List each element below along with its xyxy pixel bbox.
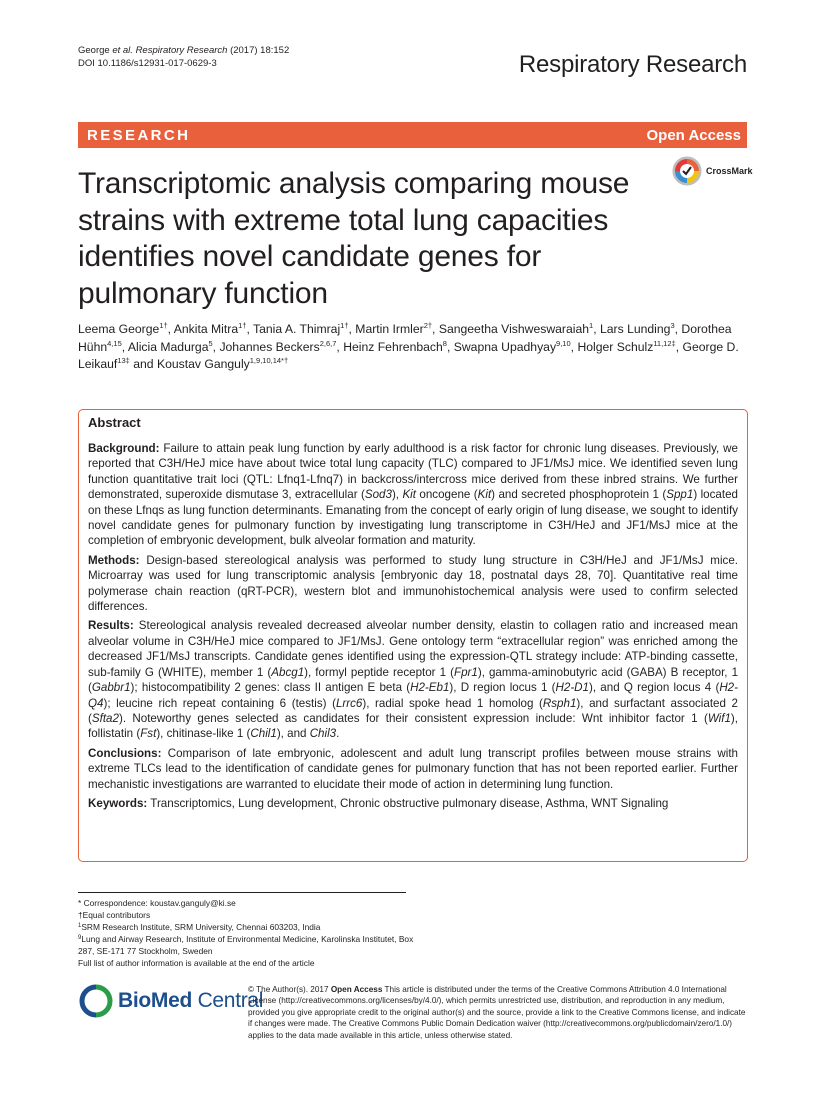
abstract-section-label: Methods: (88, 553, 140, 567)
abstract-text: ), gamma-aminobutyric acid (GABA) B receptor, 1 ( (88, 665, 739, 695)
abstract-text: Transcriptomics, Lung development, Chronic obstructive pulmonary disease, Asthma, WNT Signaling (147, 796, 669, 810)
abstract-text: ), (391, 488, 403, 502)
abstract-text: ), radial spoke head 1 homolog ( (362, 696, 543, 710)
abstract-section (88, 441, 738, 549)
abstract-text: oncogene ( (415, 488, 478, 502)
author-name: Holger Schulz (577, 339, 654, 354)
footnotes (78, 897, 418, 969)
gene-symbol: Abcg1 (271, 665, 305, 679)
author-affiliation-sup: 1† (159, 321, 168, 330)
author-name: Dorothea Hühn (78, 322, 732, 354)
abstract-heading: Abstract (88, 415, 141, 430)
author-affiliation-sup: 9,10 (556, 338, 571, 348)
abstract-section (88, 618, 738, 741)
abstract-section (88, 796, 738, 811)
license-open-access: Open Access (330, 985, 383, 994)
footnote-text: †Equal contributors (78, 910, 151, 920)
footnote-text: Full list of author information is available at the end of the article (78, 958, 315, 968)
abstract-section (88, 553, 738, 615)
abstract-text: ); leucine rich repeat containing 6 (testis) ( (103, 696, 336, 710)
abstract-section-label: Conclusions: (88, 746, 162, 760)
crossmark-icon (672, 156, 702, 186)
footnote (78, 933, 418, 957)
biomed-central-logo[interactable] (78, 984, 263, 1018)
abstract-text: ), and surfactant associated 2 ( (88, 696, 738, 725)
author-affiliation-sup: 1,9,10,14*† (249, 356, 289, 365)
author-affiliation-sup: 13‡ (117, 356, 130, 365)
abstract-text: Failure to attain peak lung function by early adulthood is a risk factor for chronic lung diseases. Previously, we reported that C3H/HeJ mice have about twice total lung capacity (TLC) compared to JF1/MsJ mice. We identified seven lung function quantitative trait loci (QTL: Lfnq1-Lfnq7) in backcross/intercross mice derived from these inbred strains. We further demonstrated, superoxide dismutase 3, extracellular ( (88, 442, 738, 502)
author-name: Ankita Mitra (173, 322, 239, 336)
abstract-text: ) and secreted phosphoprotein 1 ( (491, 488, 667, 502)
gene-symbol: Fpr1 (453, 665, 478, 679)
abstract-text: . (336, 727, 340, 741)
footnote (78, 897, 418, 909)
abstract-text: ), follistatin ( (88, 711, 738, 741)
author-affiliation-sup: 1 (589, 321, 594, 330)
author-affiliation-sup: 5 (208, 338, 213, 348)
author-affiliation-sup: 2† (423, 321, 433, 330)
author-affiliation-sup: 2,6,7 (319, 338, 337, 348)
gene-symbol: Kit (402, 488, 416, 502)
abstract-text: ). Noteworthy genes selected as candidates for their consistent expression include: Wnt inhibitor factor 1 ( (118, 711, 708, 725)
gene-symbol: Chil3 (309, 727, 337, 741)
abstract-body (88, 441, 738, 815)
abstract-text: ), and (276, 727, 310, 741)
biomed-central-wordmark (118, 989, 263, 1013)
gene-symbol: Fst (140, 727, 157, 741)
citation-line (78, 44, 289, 57)
author-name: Swapna Upadhyay (453, 339, 557, 354)
author-name: Martin Irmler (355, 322, 424, 336)
footnote-text: * Correspondence: koustav.ganguly@ki.se (78, 898, 236, 908)
author-affiliation-sup: 3 (670, 321, 675, 330)
author-name: Johannes Beckers (219, 339, 320, 354)
footnote-sup: 9 (78, 935, 82, 941)
abstract-section-label: Keywords: (88, 796, 148, 810)
footnote-text: SRM Research Institute, SRM University, Chennai 603203, India (81, 922, 321, 932)
abstract-section-label: Background: (88, 442, 160, 455)
author-affiliation-sup: 11,12‡ (653, 338, 676, 348)
journal-name: Respiratory Research (518, 51, 747, 78)
footnote (78, 957, 418, 969)
license-body: This article is distributed under the terms of the Creative Commons Attribution 4.0 International License (http://creativecommons.org/licenses/by/4.0/), which permits unrestricted use, distribution, and reproduction in any medium, provided you give appropriate credit to the original author(s) and the source, provide a link to the Creative Commons license, and indicate if changes were made. The Creative Commons Public Domain Dedication waiver (http://creativecommons.org/publicdomain/zero/1.0/) applies to the data made available in this article, unless otherwise stated. (248, 985, 746, 1040)
author-name: Alicia Madurga (127, 339, 209, 354)
footnote (78, 921, 418, 933)
gene-symbol: Spp1 (666, 488, 694, 502)
citation-block (78, 44, 289, 70)
footnote (78, 909, 418, 921)
gene-symbol: H2-Q4 (88, 681, 738, 710)
footnote-sup: 1 (78, 923, 82, 929)
abstract-text: ), and Q region locus 4 ( (589, 681, 720, 695)
open-access-label: Open Access (646, 126, 741, 144)
gene-symbol: Rsph1 (542, 696, 577, 710)
author-name: Lars Lunding (599, 322, 671, 336)
biomed-central-logo-icon (78, 984, 114, 1018)
abstract-box (78, 409, 748, 862)
biomed-word: BioMed (118, 989, 193, 1012)
gene-symbol: Gabbr1 (91, 681, 131, 695)
author-name: George D. Leikauf (78, 339, 739, 371)
license-text (248, 984, 748, 1041)
author-name: Tania A. Thimraj (253, 322, 341, 336)
author-name: Leema George (78, 322, 160, 336)
abstract-text: ), formyl peptide receptor 1 ( (304, 665, 454, 679)
footnote-text: Lung and Airway Research, Institute of Environmental Medicine, Karolinska Institutet, Box 287, SE-171 77 Stockholm, Sweden (78, 934, 414, 956)
gene-symbol: Kit (477, 488, 492, 502)
abstract-text: Design-based stereological analysis was performed to study lung structure in C3H/HeJ and JF1/MsJ mice. Microarray was used for lung transcriptomic analysis [embryonic day 18, postnatal days 28, 70]. Quantitative real time polymerase chain reaction (qRT-PCR), western blot and immunohistochemical analysis were used to confirm selected differences. (88, 553, 738, 614)
abstract-section (88, 746, 738, 792)
abstract-text: Comparison of late embryonic, adolescent and adult lung transcript profiles between mouse strains with extreme TLCs lead to the identification of candidate genes for pulmonary function that has not been reported earlier. Further mechanistic investigations are warranted to elucidate their mode of action in determining lung function. (88, 746, 738, 791)
author-affiliation-sup: 1† (238, 321, 247, 330)
author-name: Koustav Ganguly (156, 357, 250, 371)
gene-symbol: Sfta2 (91, 711, 119, 725)
doi: DOI 10.1186/s12931-017-0629-3 (78, 58, 217, 69)
research-banner (78, 122, 747, 148)
citation-author: George (78, 45, 113, 56)
abstract-text: ); histocompatibility 2 genes: class II antigen E beta ( (130, 681, 411, 695)
author-affiliation-sup: 8 (442, 338, 447, 348)
author-affiliation-sup: 4,15 (107, 338, 122, 348)
crossmark-badge[interactable] (672, 156, 753, 186)
central-word: Central (192, 989, 264, 1012)
article-title: Transcriptomic analysis comparing mouse strains with extreme total lung capacities identifies novel candidate genes for pulmonary function (78, 167, 630, 310)
footnote-rule (78, 892, 406, 893)
crossmark-label: CrossMark (706, 166, 753, 176)
abstract-text: Stereological analysis revealed decreased alveolar number density, elastin to collagen ratio and increased mean alveolar volume in C3H/HeJ mice compared to JF1/MsJ. Gene ontology term “extracellular region” was enriched among the decreased JF1/MsJ transcripts. Candidate genes identified using the expression-QTL strategy include: ATP-binding cassette, sub-family G (WHITE), member 1 ( (88, 619, 738, 679)
abstract-text: ) located on these Lfnqs as lung function determinants. Emanating from the concept of early origin of lung disease, we sought to identify novel candidate genes for pulmonary function by investigating lung transcriptome in C3H/HeJ and JF1/MsJ mice at the completion of embryonic development, bulk alveolar formation and maturity. (88, 488, 738, 548)
abstract-text: ), D region locus 1 ( (449, 681, 556, 695)
license-copyright: © The Author(s). 2017 (248, 985, 331, 994)
gene-symbol: Lrrc6 (335, 696, 363, 710)
author-affiliation-sup: 1† (340, 321, 349, 330)
citation-journal: et al. Respiratory Research (112, 45, 228, 56)
gene-symbol: Sod3 (364, 488, 392, 502)
gene-symbol: H2-D1 (555, 681, 590, 695)
gene-symbol: Chil1 (250, 727, 277, 741)
gene-symbol: Wif1 (707, 711, 731, 725)
author-name: Sangeetha Vishweswaraiah (438, 322, 590, 336)
author-name: Heinz Fehrenbach (343, 339, 443, 354)
section-label: RESEARCH (87, 126, 191, 144)
citation-year-volume: (2017) 18:152 (227, 45, 290, 56)
author-list: Leema George$^{1\dagger}$, Ankita Mitra$^{1\dagger}$, Tania A. Thimraj$^{1\dagger}$, Martin Irmler$^{2\dagger}$, Sangeetha Vishweswaraiah$^1$, Lars Lunding$^3$, Dorothea Hühn$^{4,15}$, Alicia Madurga$^5$, Johannes Beckers$^{2,6,7}$, Heinz Fehrenbach$^8$, Swapna Upadhyay$^{9,10}$, Holger Schulz$^{11,12\ddagger}$, George D. Leikauf$^{13\ddagger}$ and Koustav Ganguly$^{1,9,10,14*\dagger}$ (78, 321, 739, 371)
gene-symbol: H2-Eb1 (410, 681, 450, 695)
abstract-section-label: Results: (88, 619, 134, 633)
abstract-text: ), chitinase-like 1 ( (156, 727, 251, 741)
